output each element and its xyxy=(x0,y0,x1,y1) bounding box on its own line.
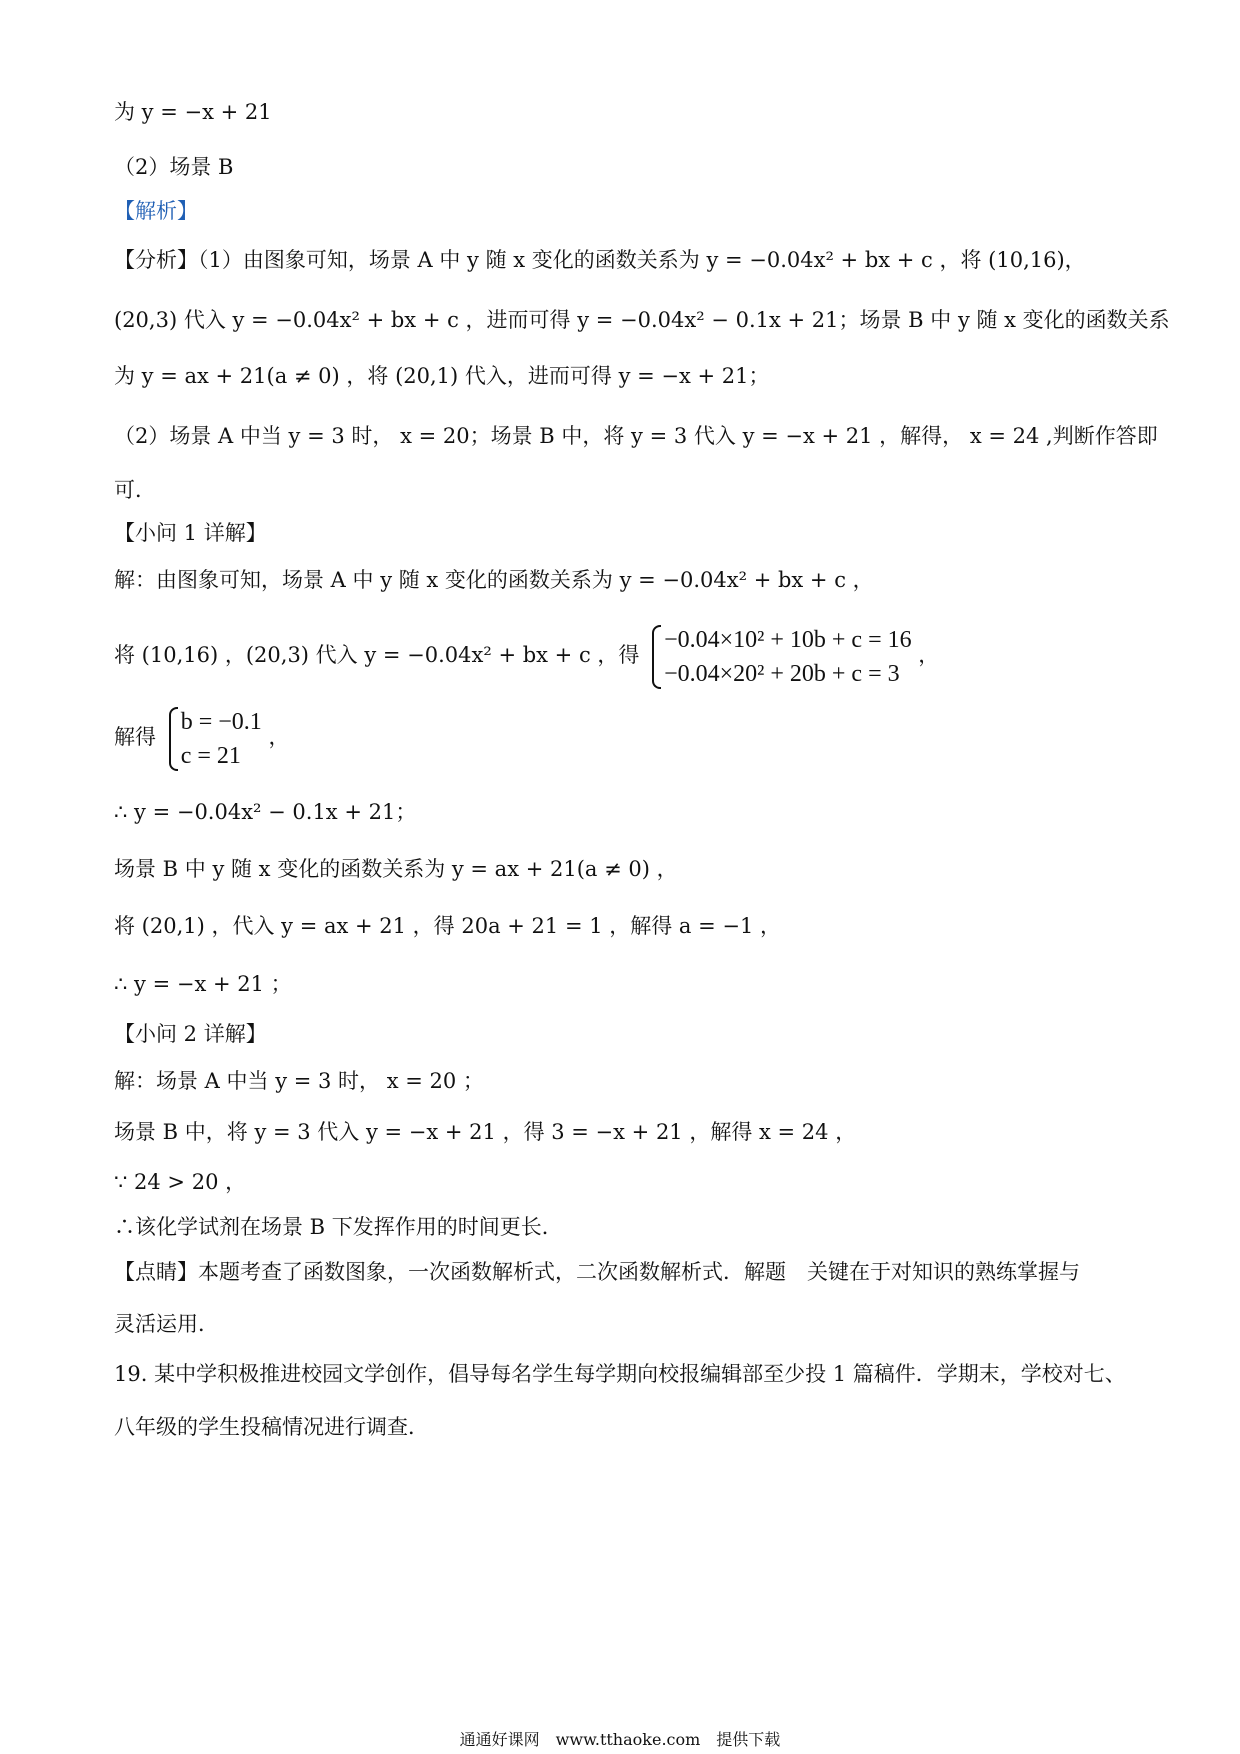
text-line: 【分析】（1）由图象可知，场景 A 中 y 随 x 变化的函数关系为 y = −0.04x² + bx + c ，将 (10,16)， xyxy=(114,248,1086,272)
text-line: 灵活运用． xyxy=(114,1312,219,1336)
text-line: 解：由图象可知，场景 A 中 y 随 x 变化的函数关系为 y = −0.04x² + bx + c ， xyxy=(114,568,874,592)
solution-system-brace xyxy=(167,705,262,773)
text-line: ∴ y = −x + 21 ； xyxy=(114,972,292,996)
solution-line xyxy=(114,702,289,773)
text-line: 将 (20,1) ，代入 y = ax + 21 ，得 20a + 21 = 1 ，解得 a = −1 ， xyxy=(114,914,782,938)
text-line: 【点睛】本题考查了函数图象，一次函数解析式，二次函数解析式．解题 关键在于对知识的熟练掌握与 xyxy=(114,1260,1080,1284)
question-line: 19. 某中学积极推进校园文学创作，倡导每名学生每学期向校报编辑部至少投 1 篇稿件．学期末，学校对七、 xyxy=(114,1362,1126,1386)
solution-comma: ， xyxy=(268,725,290,749)
section-heading-analysis: 【解析】 xyxy=(114,199,198,223)
solution-row: b = −0.1 xyxy=(180,708,262,735)
section-heading-q1: 【小问 1 详解】 xyxy=(114,521,267,545)
text-line: ∴ y = −0.04x² − 0.1x + 21； xyxy=(114,800,417,824)
section-heading-q2: 【小问 2 详解】 xyxy=(114,1022,267,1046)
equation-comma: ， xyxy=(918,643,940,667)
text-line: 可． xyxy=(114,478,156,502)
question-line: 八年级的学生投稿情况进行调查． xyxy=(114,1415,429,1439)
equation-system-brace xyxy=(650,623,912,691)
equation-row: −0.04×10² + 10b + c = 16 xyxy=(664,626,912,653)
text-line: （2）场景 A 中当 y = 3 时， x = 20；场景 B 中，将 y = 3 代入 y = −x + 21 ，解得， x = 24 ,判断作答即 xyxy=(114,424,1158,448)
text-line: 场景 B 中，将 y = 3 代入 y = −x + 21 ，得 3 = −x + 21 ，解得 x = 24 ， xyxy=(114,1120,857,1144)
text-line: 为 y = −x + 21 xyxy=(114,100,272,124)
text-line: 解：场景 A 中当 y = 3 时， x = 20 ； xyxy=(114,1069,484,1093)
solution-row: c = 21 xyxy=(180,742,241,769)
equation-intro: 将 (10,16) ，(20,3) 代入 y = −0.04x² + bx + c ，得 xyxy=(114,643,640,667)
equation-row: −0.04×20² + 20b + c = 3 xyxy=(664,660,900,687)
solution-intro: 解得 xyxy=(114,725,156,749)
equation-line xyxy=(114,620,939,691)
text-line: (20,3) 代入 y = −0.04x² + bx + c ，进而可得 y = −0.04x² − 0.1x + 21；场景 B 中 y 随 x 变化的函数关系 xyxy=(114,308,1170,332)
text-line: 场景 B 中 y 随 x 变化的函数关系为 y = ax + 21(a ≠ 0) ， xyxy=(114,857,678,881)
text-line: ∴该化学试剂在场景 B 下发挥作用的时间更长． xyxy=(114,1215,563,1239)
text-line: ∵ 24 > 20 ， xyxy=(114,1170,247,1194)
text-line: 为 y = ax + 21(a ≠ 0) ，将 (20,1) 代入，进而可得 y = −x + 21； xyxy=(114,364,770,388)
text-line: （2）场景 B xyxy=(114,155,234,179)
page-footer: 通通好课网 www.tthaoke.com 提供下载 xyxy=(459,1730,781,1749)
